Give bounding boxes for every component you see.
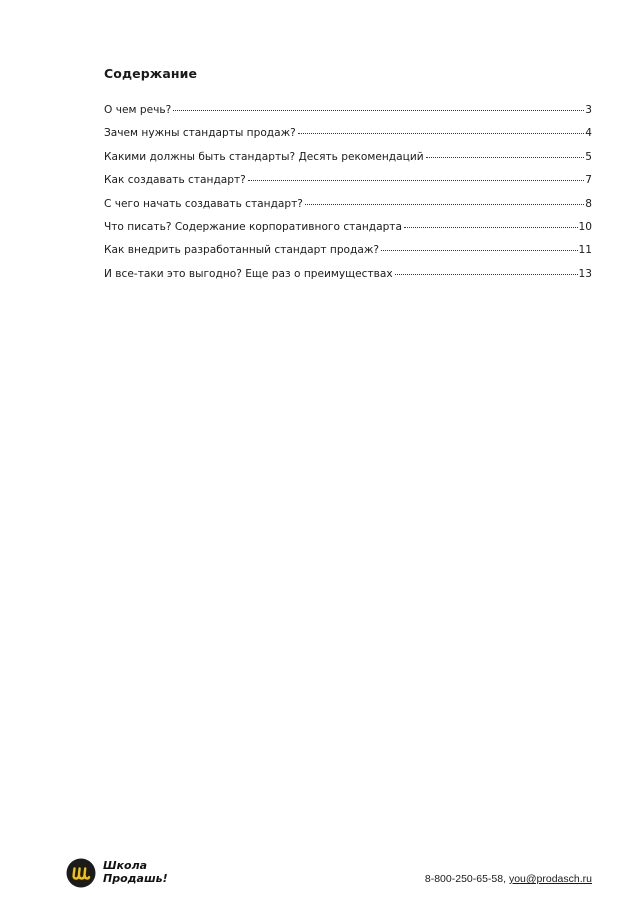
toc-item[interactable]	[104, 151, 592, 174]
toc-dot-leader	[395, 274, 578, 275]
email-link[interactable]: you@prodasch.ru	[508, 873, 592, 885]
toc-dot-leader	[248, 180, 584, 181]
toc-title: Содержание	[104, 66, 198, 81]
toc-item[interactable]	[104, 198, 592, 221]
contact-info	[425, 873, 592, 885]
toc-dot-leader	[173, 110, 584, 111]
toc-item-page: 10	[578, 220, 592, 233]
toc-dot-leader	[381, 250, 578, 251]
toc-item-page: 8	[585, 197, 592, 210]
toc-item[interactable]	[104, 268, 592, 291]
toc-item-page: 5	[585, 150, 592, 163]
toc-item-page: 7	[585, 174, 592, 187]
toc-item-text: С чего начать создавать стандарт?	[104, 197, 303, 210]
phone-number: 8-800-250-65-58	[424, 873, 504, 885]
toc-dot-leader	[426, 157, 585, 158]
toc-item-page: 13	[578, 267, 592, 280]
toc-item-text: Зачем нужны стандарты продаж?	[104, 127, 296, 140]
toc-item-text: И все-таки это выгодно? Еще раз о преимуществах	[104, 267, 393, 280]
toc-dot-leader	[305, 204, 584, 205]
toc-item[interactable]	[104, 104, 592, 127]
toc-item-text: О чем речь?	[104, 104, 172, 116]
logo-line-1: Школа	[103, 859, 148, 872]
toc-item-text: Что писать? Содержание корпоративного стандарта	[104, 220, 402, 233]
toc-item-text: Какими должны быть стандарты? Десять рекомендаций	[104, 150, 424, 163]
toc-item-page: 11	[578, 244, 592, 257]
school-logo-icon	[66, 858, 96, 888]
toc-item-text: Как внедрить разработанный стандарт продаж?	[104, 244, 380, 257]
toc-item-text: Как создавать стандарт?	[104, 174, 246, 187]
toc-list	[104, 104, 592, 291]
toc-item[interactable]	[104, 127, 592, 150]
logo-line-2: Продашь!	[103, 872, 168, 885]
school-logo-wordmark	[103, 859, 168, 885]
toc-item-page: 3	[585, 104, 592, 116]
toc-item[interactable]	[104, 221, 592, 244]
contact-separator: ,	[503, 873, 509, 885]
toc-dot-leader	[404, 227, 578, 228]
toc-item[interactable]	[104, 244, 592, 267]
toc-item-page: 4	[585, 127, 592, 140]
toc-item[interactable]	[104, 174, 592, 197]
toc-dot-leader	[298, 133, 584, 134]
page-footer	[0, 848, 638, 896]
